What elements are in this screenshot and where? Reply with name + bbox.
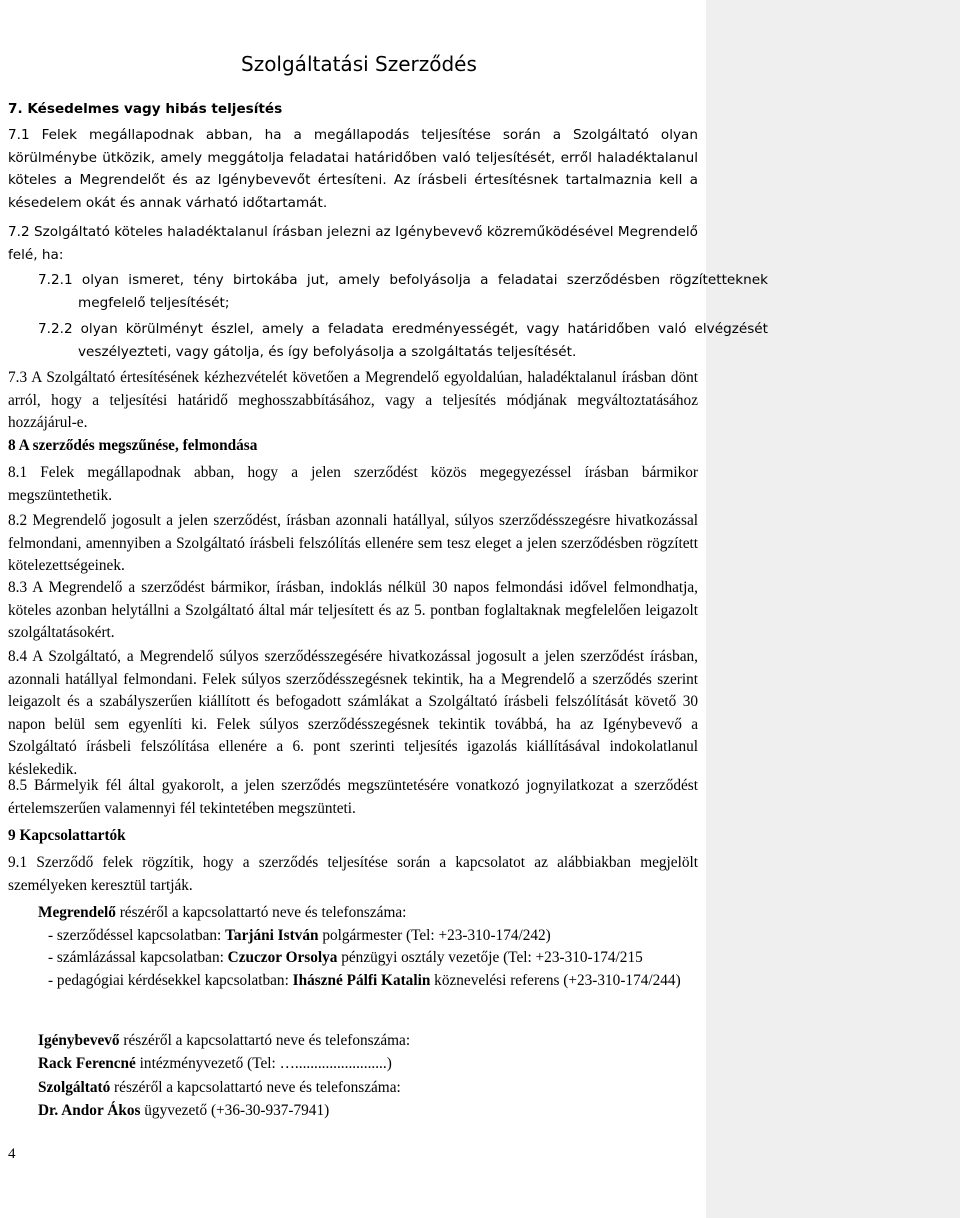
contact-person-name: Czuczor Orsolya	[227, 949, 338, 966]
paragraph-7-2-1: 7.2.1 olyan ismeret, tény birtokába jut, amely befolyásolja a feladatai szerződésben rögzítetteknek megfelelő teljesítését;	[38, 272, 768, 311]
igenybevevo-contact	[38, 1053, 698, 1076]
igenybevevo-label: Igénybevevő	[38, 1032, 120, 1049]
szolgaltato-intro	[38, 1077, 698, 1100]
section-7-heading: 7. Késedelmes vagy hibás teljesítés	[8, 101, 283, 117]
document-page	[8, 0, 768, 1218]
paragraph-9-1: 9.1 Szerződő felek rögzítik, hogy a szerződés teljesítése során a kapcsolatot az alábbiakban megjelölt személyeken keresztül tartják.	[8, 854, 698, 894]
contact-item-szerzodes	[38, 925, 698, 948]
contact-item-post: ügyvezető (+36-30-937-7941)	[140, 1101, 330, 1119]
section-8-heading: 8 A szerződés megszűnése, felmondása	[8, 437, 258, 454]
paragraph-8-4: 8.4 A Szolgáltató, a Megrendelő súlyos szerződésszegésére hivatkozással jogosult a jelen szerződést írásban, azonnali hatállyal felmondani. Felek súlyos szerződésszegésnek tekintik, ha a Megrendelő a szerződés szerint leigazolt és a szabályszerűen kiállított és befogadott számlákat a Szolgáltató írásbeli felszólítását követő 30 napon belül sem egyenlíti ki. Felek súlyos szerződésszegésnek tekintik továbbá, ha az Igénybevevő a Szolgáltató írásbeli felszólítása ellenére a 6. pont szerinti teljesítés igazolás kiállításával indokolatlanul késlekedik.	[8, 648, 698, 778]
contact-item-post: polgármester (Tel: +23-310-174/242)	[318, 926, 551, 944]
paragraph-8-1: 8.1 Felek megállapodnak abban, hogy a jelen szerződést közös megegyezéssel írásban bármikor megszüntethetik.	[8, 464, 698, 504]
contact-item-post: pénzügyi osztály vezetője (Tel: +23-310-174/215	[337, 949, 643, 966]
contact-person-name: Tarjáni István	[225, 926, 319, 944]
igenybevevo-intro	[38, 1030, 698, 1053]
page-header-title: Szolgáltatási Szerződés	[241, 52, 477, 76]
szolgaltato-contact	[38, 1100, 698, 1123]
comment-margin-pane	[706, 0, 960, 1218]
megrendelo-rest: részéről a kapcsolattartó neve és telefonszáma:	[115, 904, 407, 921]
paragraph-7-2: 7.2 Szolgáltató köteles haladéktalanul írásban jelezni az Igénybevevő közreműködésével Megrendelő felé, ha:	[8, 224, 698, 263]
contact-item-post: intézményvezető (Tel: …........................)	[135, 1054, 392, 1072]
contact-person-name: Dr. Andor Ákos	[38, 1101, 141, 1119]
page-number: 4	[8, 1146, 16, 1162]
contact-item-post: köznevelési referens (+23-310-174/244)	[430, 971, 681, 989]
paragraph-8-2: 8.2 Megrendelő jogosult a jelen szerződést, írásban azonnali hatállyal, súlyos szerződésszegésre hivatkozással felmondani, amennyiben a Szolgáltató írásbeli felszólítás ellenére sem tesz eleget a jelen szerződésben rögzített kötelezettségeinek.	[8, 512, 698, 574]
contact-person-name: Rack Ferencné	[38, 1054, 136, 1072]
section-9-heading: 9 Kapcsolattartók	[8, 827, 126, 844]
contacts-szolgaltato	[38, 1077, 698, 1122]
contact-item-pre: - pedagógiai kérdésekkel kapcsolatban:	[48, 971, 293, 989]
igenybevevo-rest: részéről a kapcsolattartó neve és telefonszáma:	[119, 1032, 411, 1049]
contacts-igenybevevo	[38, 1030, 698, 1075]
szolgaltato-rest: részéről a kapcsolattartó neve és telefonszáma:	[110, 1079, 401, 1096]
megrendelo-label: Megrendelő	[38, 904, 116, 921]
szolgaltato-label: Szolgáltató	[38, 1079, 111, 1096]
contact-item-pre: - szerződéssel kapcsolatban:	[48, 926, 226, 944]
paragraph-7-3: 7.3 A Szolgáltató értesítésének kézhezvételét követően a Megrendelő egyoldalúan, haladéktalanul írásban dönt arról, hogy a teljesítési határidő meghosszabbításához, vagy a teljesítés módjának megváltoztatásához hozzájárul-e.	[8, 369, 698, 431]
contact-person-name: Ihászné Pálfi Katalin	[292, 971, 431, 989]
paragraph-7-2-2: 7.2.2 olyan körülményt észlel, amely a feladata eredményességét, vagy határidőben való elvégzését veszélyezteti, vagy gátolja, és így befolyásolja a szolgáltatás teljesítését.	[38, 321, 768, 360]
paragraph-8-3: 8.3 A Megrendelő a szerződést bármikor, írásban, indoklás nélkül 30 napos felmondási idővel felmondhatja, köteles azonban helytállni a Szolgáltató által már teljesített és az 5. pontban foglaltaknak megfelelően leigazolt szolgáltatásokért.	[8, 579, 698, 641]
contact-item-pre: - számlázással kapcsolatban:	[48, 949, 228, 966]
contact-item-pedagogiai	[38, 970, 698, 993]
paragraph-8-5: 8.5 Bármelyik fél által gyakorolt, a jelen szerződés megszüntetésére vonatkozó jognyilatkozat a szerződést értelemszerűen valamennyi fél tekintetében megszünteti.	[8, 777, 698, 817]
contact-item-szamlazas	[38, 947, 698, 970]
contacts-megrendelo	[38, 902, 698, 992]
megrendelo-intro	[38, 902, 698, 925]
paragraph-7-1: 7.1 Felek megállapodnak abban, ha a megállapodás teljesítése során a Szolgáltató olyan körülménybe ütközik, amely meggátolja feladatai határidőben való teljesítését, erről haladéktalanul köteles a Megrendelőt és az Igénybevevőt értesíteni. Az írásbeli értesítésnek tartalmaznia kell a késedelem okát és annak várható időtartamát.	[8, 127, 698, 211]
